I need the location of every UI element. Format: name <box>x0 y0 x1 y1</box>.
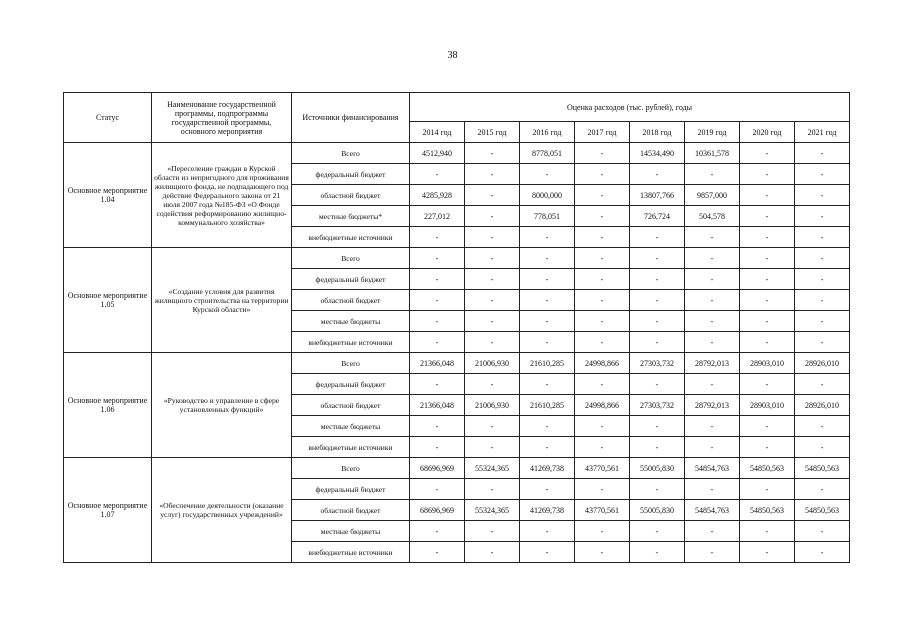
value-cell: - <box>630 416 685 437</box>
value-cell: - <box>630 374 685 395</box>
value-cell: - <box>465 479 520 500</box>
value-cell: - <box>795 227 850 248</box>
value-cell: - <box>795 143 850 164</box>
value-cell: - <box>575 164 630 185</box>
value-cell: - <box>740 374 795 395</box>
value-cell: 55005,830 <box>630 500 685 521</box>
funding-source-cell: федеральный бюджет <box>292 479 410 500</box>
value-cell: 54850,563 <box>740 500 795 521</box>
value-cell: - <box>795 164 850 185</box>
value-cell: 24998,866 <box>575 395 630 416</box>
value-cell: - <box>740 521 795 542</box>
value-cell: - <box>740 416 795 437</box>
funding-source-cell: местные бюджеты <box>292 311 410 332</box>
value-cell: 21366,048 <box>410 353 465 374</box>
table-row <box>64 458 850 479</box>
header-year: 2019 год <box>685 122 740 143</box>
value-cell: - <box>795 416 850 437</box>
value-cell: 54850,563 <box>740 458 795 479</box>
value-cell: - <box>465 437 520 458</box>
value-cell: 27303,732 <box>630 353 685 374</box>
status-cell: Основное мероприятие 1.06 <box>64 353 152 458</box>
header-row <box>64 93 850 122</box>
value-cell: 54850,563 <box>795 458 850 479</box>
value-cell: - <box>740 185 795 206</box>
value-cell: 28926,010 <box>795 353 850 374</box>
funding-source-cell: областной бюджет <box>292 290 410 311</box>
value-cell: - <box>685 290 740 311</box>
header-status: Статус <box>64 93 152 143</box>
table-row <box>64 143 850 164</box>
value-cell: - <box>740 290 795 311</box>
value-cell: - <box>740 206 795 227</box>
value-cell: 4512,940 <box>410 143 465 164</box>
funding-source-cell: внебюджетные источники <box>292 227 410 248</box>
value-cell: - <box>630 332 685 353</box>
value-cell: 68696,969 <box>410 458 465 479</box>
value-cell: 68696,969 <box>410 500 465 521</box>
value-cell: - <box>410 416 465 437</box>
value-cell: - <box>410 164 465 185</box>
value-cell: - <box>465 164 520 185</box>
header-year: 2020 год <box>740 122 795 143</box>
value-cell: 27303,732 <box>630 395 685 416</box>
header-estimate: Оценка расходов (тыс. рублей), годы <box>410 93 850 122</box>
funding-source-cell: местные бюджеты <box>292 416 410 437</box>
value-cell: - <box>410 248 465 269</box>
value-cell: - <box>410 227 465 248</box>
value-cell: - <box>795 479 850 500</box>
value-cell: - <box>740 143 795 164</box>
value-cell: - <box>795 311 850 332</box>
program-name-cell: «Руководство и управление в сфере установленных функций» <box>152 353 292 458</box>
value-cell: - <box>685 374 740 395</box>
value-cell: 21006,930 <box>465 353 520 374</box>
value-cell: - <box>740 164 795 185</box>
value-cell: 4285,928 <box>410 185 465 206</box>
value-cell: 8000,000 <box>520 185 575 206</box>
status-cell: Основное мероприятие 1.04 <box>64 143 152 248</box>
value-cell: - <box>410 437 465 458</box>
funding-source-cell: внебюджетные источники <box>292 542 410 563</box>
value-cell: - <box>685 437 740 458</box>
value-cell: - <box>465 206 520 227</box>
funding-source-cell: областной бюджет <box>292 500 410 521</box>
value-cell: - <box>630 437 685 458</box>
value-cell: - <box>685 269 740 290</box>
status-cell: Основное мероприятие 1.07 <box>64 458 152 563</box>
value-cell: 227,012 <box>410 206 465 227</box>
value-cell: - <box>520 542 575 563</box>
value-cell: 43770,561 <box>575 500 630 521</box>
value-cell: - <box>630 479 685 500</box>
budget-table <box>63 92 850 563</box>
program-name-cell: «Обеспечение деятельности (оказание услуг) государственных учреждений» <box>152 458 292 563</box>
value-cell: 10361,578 <box>685 143 740 164</box>
value-cell: - <box>575 521 630 542</box>
value-cell: - <box>465 416 520 437</box>
value-cell: - <box>575 542 630 563</box>
value-cell: - <box>685 227 740 248</box>
value-cell: - <box>520 269 575 290</box>
value-cell: - <box>685 542 740 563</box>
value-cell: - <box>410 290 465 311</box>
funding-source-cell: федеральный бюджет <box>292 269 410 290</box>
funding-source-cell: Всего <box>292 353 410 374</box>
value-cell: 28926,010 <box>795 395 850 416</box>
value-cell: - <box>630 227 685 248</box>
value-cell: - <box>410 311 465 332</box>
value-cell: 14534,490 <box>630 143 685 164</box>
header-year: 2021 год <box>795 122 850 143</box>
value-cell: 55324,365 <box>465 500 520 521</box>
program-name-cell: «Создание условия для развития жилищного строительства на территории Курской области» <box>152 248 292 353</box>
value-cell: - <box>795 248 850 269</box>
value-cell: - <box>740 542 795 563</box>
value-cell: 41269,738 <box>520 458 575 479</box>
value-cell: 55005,830 <box>630 458 685 479</box>
value-cell: - <box>685 521 740 542</box>
value-cell: - <box>575 185 630 206</box>
value-cell: 504,578 <box>685 206 740 227</box>
value-cell: - <box>795 542 850 563</box>
table-body <box>64 143 850 563</box>
value-cell: - <box>795 290 850 311</box>
value-cell: - <box>630 290 685 311</box>
value-cell: - <box>575 143 630 164</box>
header-year: 2018 год <box>630 122 685 143</box>
value-cell: - <box>465 311 520 332</box>
funding-source-cell: местные бюджеты <box>292 521 410 542</box>
value-cell: - <box>465 332 520 353</box>
value-cell: - <box>575 269 630 290</box>
value-cell: 55324,365 <box>465 458 520 479</box>
funding-source-cell: внебюджетные источники <box>292 332 410 353</box>
value-cell: - <box>575 311 630 332</box>
value-cell: - <box>575 437 630 458</box>
value-cell: - <box>685 332 740 353</box>
value-cell: 54854,763 <box>685 500 740 521</box>
value-cell: - <box>740 269 795 290</box>
value-cell: - <box>630 521 685 542</box>
funding-source-cell: Всего <box>292 458 410 479</box>
value-cell: - <box>795 185 850 206</box>
value-cell: 43770,561 <box>575 458 630 479</box>
value-cell: - <box>575 290 630 311</box>
value-cell: - <box>465 227 520 248</box>
value-cell: - <box>465 521 520 542</box>
value-cell: - <box>740 227 795 248</box>
value-cell: - <box>465 290 520 311</box>
table-row <box>64 248 850 269</box>
value-cell: - <box>520 290 575 311</box>
header-sources: Источники финансирования <box>292 93 410 143</box>
value-cell: - <box>795 206 850 227</box>
value-cell: - <box>465 143 520 164</box>
value-cell: - <box>795 374 850 395</box>
header-year: 2017 год <box>575 122 630 143</box>
header-year: 2015 год <box>465 122 520 143</box>
value-cell: 54850,563 <box>795 500 850 521</box>
value-cell: - <box>575 416 630 437</box>
value-cell: 41269,738 <box>520 500 575 521</box>
funding-source-cell: областной бюджет <box>292 395 410 416</box>
funding-source-cell: внебюджетные источники <box>292 437 410 458</box>
value-cell: 28792,013 <box>685 395 740 416</box>
value-cell: 778,051 <box>520 206 575 227</box>
program-name-cell: «Переселение граждан в Курской области из непригодного для проживания жилищного фонда, не подпадающего под действие Федерального закона от 21 июля 2007 года №185-ФЗ «О Фонде содействия реформированию жилищно-коммунального хозяйства» <box>152 143 292 248</box>
header-year: 2014 год <box>410 122 465 143</box>
value-cell: - <box>520 374 575 395</box>
value-cell: - <box>795 437 850 458</box>
value-cell: - <box>520 479 575 500</box>
value-cell: - <box>740 479 795 500</box>
funding-source-cell: федеральный бюджет <box>292 374 410 395</box>
value-cell: - <box>740 248 795 269</box>
value-cell: 21610,285 <box>520 353 575 374</box>
value-cell: - <box>630 248 685 269</box>
value-cell: 8778,051 <box>520 143 575 164</box>
value-cell: - <box>465 248 520 269</box>
value-cell: 21610,285 <box>520 395 575 416</box>
value-cell: - <box>685 311 740 332</box>
value-cell: - <box>795 521 850 542</box>
value-cell: - <box>630 164 685 185</box>
value-cell: - <box>575 227 630 248</box>
value-cell: - <box>575 248 630 269</box>
funding-source-cell: федеральный бюджет <box>292 164 410 185</box>
value-cell: - <box>685 248 740 269</box>
value-cell: 28903,010 <box>740 395 795 416</box>
funding-source-cell: местные бюджеты* <box>292 206 410 227</box>
value-cell: - <box>520 227 575 248</box>
value-cell: - <box>575 332 630 353</box>
value-cell: 28903,010 <box>740 353 795 374</box>
funding-source-cell: Всего <box>292 143 410 164</box>
value-cell: 21366,048 <box>410 395 465 416</box>
value-cell: - <box>685 164 740 185</box>
value-cell: - <box>520 311 575 332</box>
value-cell: 28792,013 <box>685 353 740 374</box>
funding-source-cell: областной бюджет <box>292 185 410 206</box>
value-cell: - <box>465 542 520 563</box>
value-cell: - <box>520 164 575 185</box>
header-name: Наименование государственной программы, подпрограммы государственной программы, основного мероприятия <box>152 93 292 143</box>
value-cell: - <box>575 206 630 227</box>
value-cell: - <box>410 521 465 542</box>
value-cell: 54854,763 <box>685 458 740 479</box>
value-cell: - <box>740 437 795 458</box>
value-cell: 24998,866 <box>575 353 630 374</box>
value-cell: - <box>630 311 685 332</box>
value-cell: - <box>520 437 575 458</box>
page-number: 38 <box>447 50 458 61</box>
value-cell: - <box>795 269 850 290</box>
value-cell: - <box>410 542 465 563</box>
value-cell: - <box>465 374 520 395</box>
value-cell: - <box>520 332 575 353</box>
value-cell: - <box>520 416 575 437</box>
value-cell: - <box>410 269 465 290</box>
value-cell: - <box>575 479 630 500</box>
value-cell: - <box>410 374 465 395</box>
value-cell: - <box>520 521 575 542</box>
value-cell: - <box>740 311 795 332</box>
value-cell: 13807,766 <box>630 185 685 206</box>
value-cell: 726,724 <box>630 206 685 227</box>
value-cell: 21006,930 <box>465 395 520 416</box>
header-year: 2016 год <box>520 122 575 143</box>
funding-source-cell: Всего <box>292 248 410 269</box>
value-cell: - <box>410 479 465 500</box>
table-row <box>64 353 850 374</box>
value-cell: - <box>740 332 795 353</box>
value-cell: - <box>630 542 685 563</box>
status-cell: Основное мероприятие 1.05 <box>64 248 152 353</box>
value-cell: - <box>630 269 685 290</box>
value-cell: - <box>685 416 740 437</box>
value-cell: 9857,000 <box>685 185 740 206</box>
value-cell: - <box>520 248 575 269</box>
value-cell: - <box>465 185 520 206</box>
value-cell: - <box>575 374 630 395</box>
value-cell: - <box>795 332 850 353</box>
value-cell: - <box>465 269 520 290</box>
value-cell: - <box>410 332 465 353</box>
value-cell: - <box>685 479 740 500</box>
